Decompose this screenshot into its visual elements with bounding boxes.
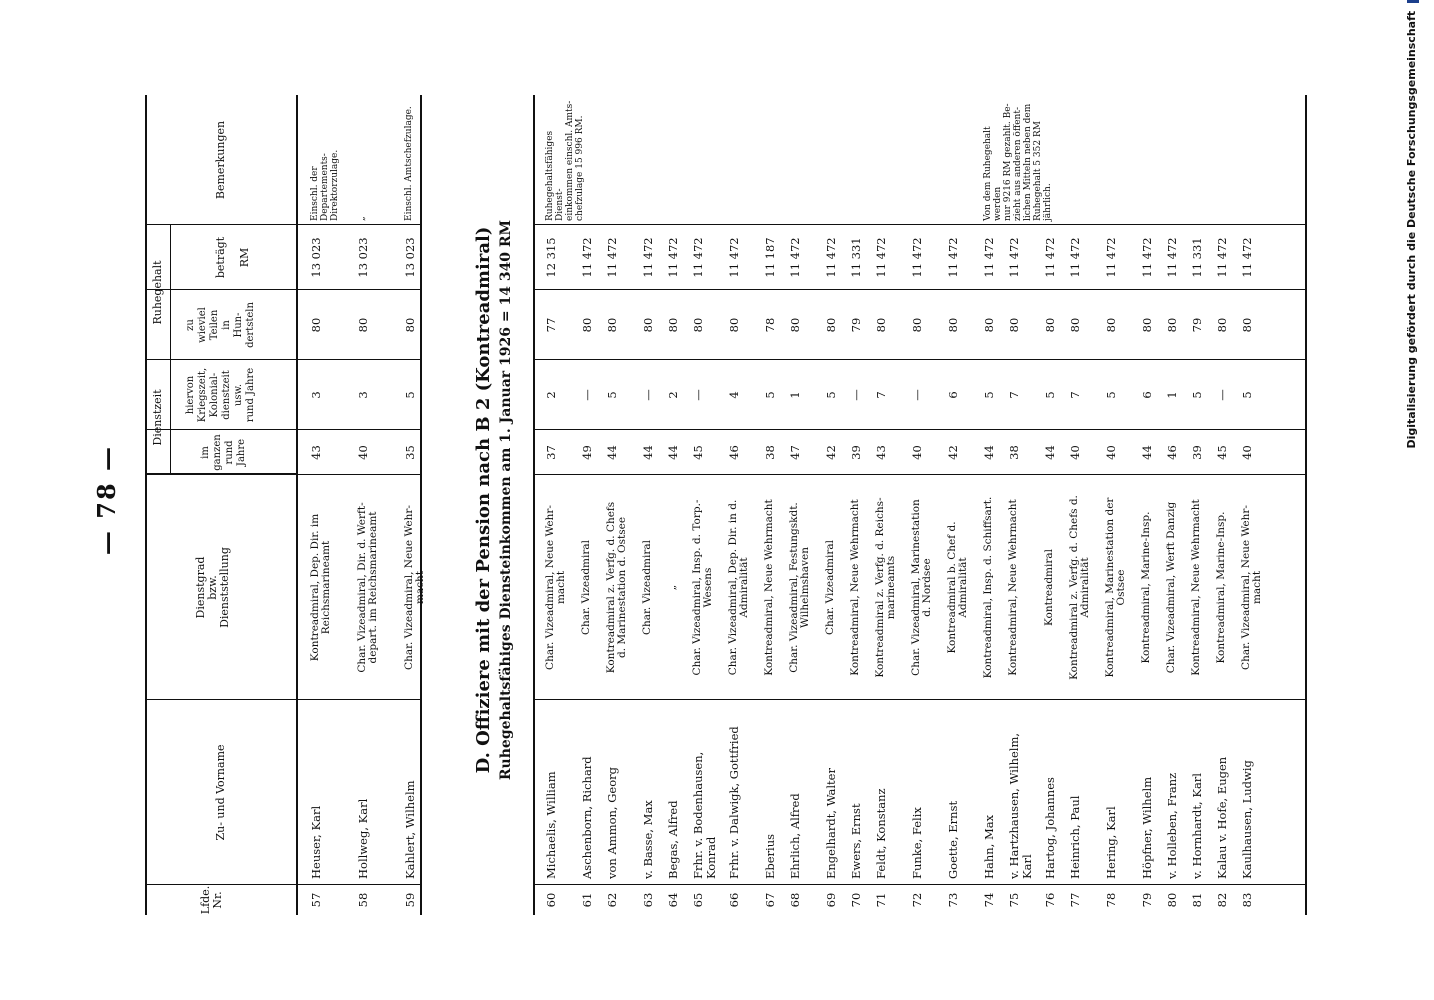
row-number: 66 [727,892,741,908]
officer-name: Begas, Alfred [666,800,680,879]
service-war: — [691,389,705,401]
service-total: 46 [1165,445,1179,460]
service-total: 40 [356,445,370,460]
officer-name: von Ammon, Georg [605,766,619,879]
officer-rank: Char. Vizeadmiral, Dep. Dir. in d. Admiralität [727,499,750,676]
pension-parts: 80 [946,317,960,333]
pension-parts: 80 [1068,317,1082,333]
pension-amount: 11 472 [1215,237,1229,278]
officer-name: Kaulhausen, Ludwig [1240,760,1254,879]
row-remark: Einschl. der Departements- Direktorzulage. [310,149,340,221]
service-total: 35 [403,445,417,460]
row-number: 68 [788,892,802,908]
pension-parts: 80 [1240,317,1254,333]
pension-group-rule [170,225,171,360]
officer-rank: Char. Vizeadmiral, Festungskdt. Wilhelmshaven [788,502,811,673]
officer-name: Heuser, Karl [309,805,323,879]
row-remark: „ [357,216,367,221]
pension-amount: 13 023 [403,237,417,278]
dfg-logo-icon [1407,0,1419,3]
service-war: 7 [1007,391,1021,399]
service-war: 3 [309,391,323,399]
service-war: 5 [1190,391,1204,399]
officer-name: v. Hornhardt, Karl [1190,773,1204,879]
officer-rank: Char. Vizeadmiral, Neue Wehr- macht [544,505,567,670]
pension-parts: 80 [874,317,888,333]
footer-credit [1405,0,1419,449]
row-number: 67 [763,892,777,908]
officer-rank: Kontreadmiral, Marine-Insp. [1215,511,1227,664]
officer-rank: Char. Vizeadmiral, Werft Danzig [1165,501,1177,674]
pension-parts: 80 [788,317,802,333]
pension-amount: 11 472 [666,237,680,278]
row-number: 60 [544,892,558,908]
pension-amount: 11 472 [641,237,655,278]
row-number: 75 [1007,892,1021,908]
service-war: 7 [1068,391,1082,399]
row-number: 62 [605,892,619,908]
service-group-rule [170,360,171,475]
service-war: 5 [763,391,777,399]
officer-rank: Kontreadmiral, Dep. Dir. im Reichsmarineamt [309,513,332,662]
service-total: 40 [1068,445,1082,460]
amount-col-divider-top [147,224,420,225]
row-number: 76 [1043,892,1057,908]
row-number: 65 [691,892,705,908]
pension-amount: 11 472 [727,237,741,278]
service-war: 5 [824,391,838,399]
rank-header: Dienstgrad bzw. Dienststellung [194,547,231,628]
service-total: 49 [580,445,594,460]
pension-amount: 11 472 [982,237,996,278]
row-number: 69 [824,892,838,908]
pension-amount: 11 472 [1043,237,1057,278]
section-title: D. Offiziere mit der Pension nach B 2 (Kontreadmiral) [473,226,494,774]
officer-rank: Kontreadmiral, Marinestation der Ostsee [1104,497,1127,678]
officer-rank: Char. Vizeadmiral, Neue Wehr- macht [403,505,426,670]
officer-rank: Kontreadmiral, Neue Wehrmacht [763,499,775,676]
service-war-header: hiervon Kriegszeit, Kolonial- dienstzeit usw. rund Jahre [185,367,256,423]
service-total: 42 [824,445,838,460]
service-war: — [1215,389,1229,401]
pension-amount: 11 331 [1190,237,1204,278]
service-war: 1 [1165,391,1179,399]
service-group-header: Dienstzeit [151,389,164,446]
pension-parts: 80 [1140,317,1154,333]
officer-name: Funke, Felix [910,807,924,879]
officer-name: Hahn, Max [982,814,996,879]
service-total: 45 [691,445,705,460]
remarks-header: Bemerkungen [214,120,227,200]
officer-name: Engelhardt, Walter [824,768,838,879]
table-bottom-rule [1305,95,1307,915]
service-war: 5 [982,391,996,399]
service-total: 43 [309,445,323,460]
service-war: 5 [403,391,417,399]
service-total: 38 [1007,445,1021,460]
pension-amount: 11 472 [824,237,838,278]
service-total: 40 [910,445,924,460]
nr-col-divider-top [147,884,420,885]
service-total: 40 [1104,445,1118,460]
officer-name: Hartog, Johannes [1043,777,1057,879]
service-war: 5 [1104,391,1118,399]
pension-parts: 78 [763,317,777,333]
officer-rank: Kontreadmiral [1043,548,1055,627]
pension-amount: 11 472 [691,237,705,278]
pension-parts: 80 [403,317,417,333]
row-number: 74 [982,892,996,908]
officer-rank: Kontreadmiral, Neue Wehrmacht [1007,499,1019,676]
row-number: 72 [910,892,924,908]
service-war: — [849,389,863,401]
officer-name: Heinrich, Paul [1068,795,1082,879]
service-total: 37 [544,445,558,460]
row-number: 70 [849,892,863,908]
row-remark: Einschl. Amtschefzulage. [404,106,414,221]
officer-name: Kalau v. Hofe, Eugen [1215,756,1229,879]
service-war: 7 [874,391,888,399]
service-war: 4 [727,391,741,399]
officer-rank: Kontreadmiral, Neue Wehrmacht [849,499,861,676]
officer-name: Michaelis, William [544,771,558,879]
pension-parts: 80 [309,317,323,333]
officer-rank: Char. Vizeadmiral, Neue Wehr- macht [1240,505,1263,670]
row-number: 59 [403,892,417,908]
officer-name: v. Holleben, Franz [1165,772,1179,879]
pension-parts: 80 [356,317,370,333]
service-total: 44 [666,445,680,460]
service-war: 2 [666,391,680,399]
pension-amount: 11 472 [1165,237,1179,278]
officer-name: Ehrlich, Alfred [788,793,802,879]
pension-parts: 80 [1104,317,1118,333]
officer-rank: „ [666,584,678,591]
pension-parts: 80 [666,317,680,333]
pension-parts: 79 [1190,317,1204,333]
officer-rank: Kontreadmiral, Insp. d. Schiffsart. [982,496,994,679]
name-col-divider-bottom [535,699,1305,700]
pension-parts: 77 [544,317,558,333]
service-total: 44 [1140,445,1154,460]
service-total: 45 [1215,445,1229,460]
officer-rank: Kontreadmiral, Marine-Insp. [1140,511,1152,664]
pension-amount: 11 472 [1104,237,1118,278]
name-header: Zu- und Vorname [214,744,227,841]
service-war: — [641,389,655,401]
row-number: 73 [946,892,960,908]
officer-name: v. Hartzhausen, Wilhelm, Karl [1007,732,1034,879]
service-war: 6 [946,391,960,399]
service-war: 5 [1240,391,1254,399]
pension-amount: 11 472 [1068,237,1082,278]
row-number: 82 [1215,892,1229,908]
service-total: 44 [1043,445,1057,460]
pension-parts: 80 [1007,317,1021,333]
header-bottom-rule [296,95,298,915]
officer-rank: Char. Vizeadmiral [641,539,653,636]
pension-amount: 11 472 [1140,237,1154,278]
service-total: 43 [874,445,888,460]
pension-amount: 11 187 [763,237,777,278]
service-total: 39 [1190,445,1204,460]
pension-parts: 80 [1165,317,1179,333]
officer-name: Aschenborn, Richard [580,756,594,879]
pension-amount: 11 472 [580,237,594,278]
pension-amount: 11 472 [910,237,924,278]
service-total: 42 [946,445,960,460]
officer-rank: Char. Vizeadmiral [824,539,836,636]
row-number: 79 [1140,892,1154,908]
officer-name: Ewers, Ernst [849,803,863,879]
bottom-section-top-rule [533,95,535,915]
service-total-header: im ganzen rund Jahre [200,434,247,471]
service-war: — [910,389,924,401]
service-total: 46 [727,445,741,460]
pension-parts: 80 [605,317,619,333]
row-number: 81 [1190,892,1204,908]
officer-name: Feldt, Konstanz [874,788,888,879]
service-war: 5 [605,391,619,399]
pension-amount: 11 472 [1240,237,1254,278]
lfd-header: Lfde. Nr. [199,885,224,915]
section-subtitle: Ruhegehaltsfähiges Diensteinkommen am 1. Januar 1926 = 14 340 RM [498,219,514,781]
officer-rank: Char. Vizeadmiral, Marinestation d. Nordsee [910,499,933,676]
officer-name: Frhr. v. Bodenhausen, Konrad [691,751,718,879]
officer-name: Hollweg, Karl [356,798,370,879]
footer-credit-text: Digitalisierung gefördert durch die Deutsche Forschungsgemeinschaft [1405,10,1418,449]
service-total: 38 [763,445,777,460]
officer-name: Goette, Ernst [946,800,960,879]
pension-parts: 80 [580,317,594,333]
header-top-rule [145,95,147,915]
pension-parts: 80 [691,317,705,333]
service-war: — [580,389,594,401]
row-remark: Ruhegehaltsfähiges Dienst- einkommen einschl. Amts- chefzulage 15 996 RM. [545,100,585,221]
service-total: 39 [849,445,863,460]
row-remark: Von dem Ruhegehalt werden nur 9216 RM gezahlt. Be- zieht aus anderen öffent- lichen Mitteln neben dem Ruhegehalt 5 352 RM jährlich. [983,103,1053,221]
pension-parts: 80 [727,317,741,333]
service-total: 44 [641,445,655,460]
row-number: 61 [580,892,594,908]
officer-rank: Kontreadmiral, Neue Wehrmacht [1190,499,1202,676]
pension-amount-header: beträgt RM [214,236,251,279]
pension-parts: 80 [1043,317,1057,333]
pension-amount: 11 472 [1007,237,1021,278]
page-number: — 78 — [92,444,121,556]
row-number: 78 [1104,892,1118,908]
pension-amount: 12 315 [544,237,558,278]
row-number: 71 [874,892,888,908]
pension-parts-header: zu wieviel Teilen in Hun- dertsteln [185,302,256,348]
officer-rank: Char. Vizeadmiral, Dir. d. Werft- depart. im Reichsmarineamt [356,502,379,673]
pension-parts: 79 [849,317,863,333]
officer-name: Hering, Karl [1104,806,1118,879]
officer-name: Frhr. v. Dalwigk, Gottfried [727,726,741,879]
officer-name: Kahlert, Wilhelm [403,780,417,879]
pension-parts: 80 [910,317,924,333]
row-number: 63 [641,892,655,908]
row-number: 77 [1068,892,1082,908]
officer-rank: Kontreadmiral z. Verfg. d. Chefs d. Admiralität [1068,495,1091,680]
officer-rank: Char. Vizeadmiral, Insp. d. Torp.- Wesens [691,499,714,676]
officer-name: Höpfner, Wilhelm [1140,776,1154,879]
service-total: 47 [788,445,802,460]
pension-parts: 80 [824,317,838,333]
name-col-divider-top [147,699,420,700]
pension-parts: 80 [641,317,655,333]
row-number: 57 [309,892,323,908]
row-number: 58 [356,892,370,908]
pension-amount: 11 472 [946,237,960,278]
service-total: 40 [1240,445,1254,460]
pension-amount: 11 472 [605,237,619,278]
pension-amount: 13 023 [309,237,323,278]
officer-name: Eberius [763,833,777,879]
row-number: 80 [1165,892,1179,908]
pension-amount: 11 472 [788,237,802,278]
officer-rank: Kontreadmiral z. Verfg. d. Reichs- marineamts [874,497,897,678]
service-total: 44 [605,445,619,460]
row-number: 64 [666,892,680,908]
pension-amount: 11 472 [874,237,888,278]
pension-amount: 13 023 [356,237,370,278]
officer-rank: Kontreadmiral b. Chef d. Admiralität [946,521,969,654]
service-war: 2 [544,391,558,399]
service-war: 1 [788,391,802,399]
service-total: 44 [982,445,996,460]
pension-amount: 11 331 [849,237,863,278]
pension-parts: 80 [982,317,996,333]
pension-group-header: Ruhegehalt [151,260,164,325]
pension-parts: 80 [1215,317,1229,333]
officer-rank: Kontreadmiral z. Verfg. d. Chefs d. Marinestation d. Ostsee [605,501,628,674]
row-number: 83 [1240,892,1254,908]
officer-name: v. Basse, Max [641,800,655,879]
service-war: 5 [1043,391,1057,399]
service-war: 3 [356,391,370,399]
service-war: 6 [1140,391,1154,399]
officer-rank: Char. Vizeadmiral [580,539,592,636]
